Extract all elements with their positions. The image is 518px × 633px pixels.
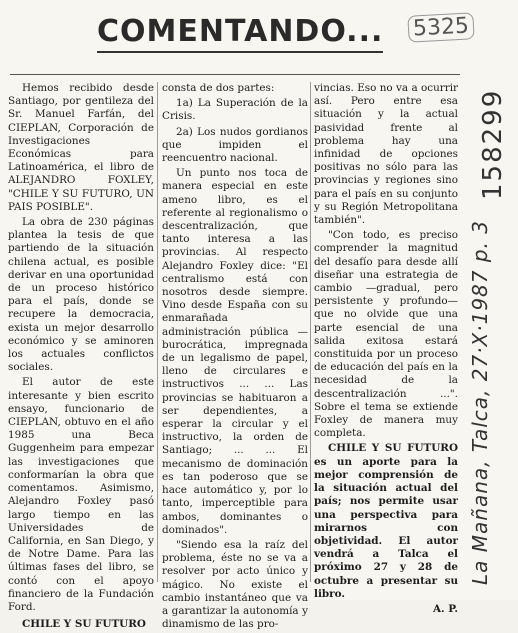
paragraph: 2a) Los nudos gordianos que impiden el reencuentro nacional.	[162, 125, 308, 165]
column-separator	[157, 82, 158, 582]
section-label: CHILE Y SU FUTURO	[22, 618, 146, 631]
paragraph: Un punto nos toca de manera especial en este ameno libro, es el referente al regionalismo o descentralización, que tanto interesa a las provincias. Al respecto Alejandro Foxley dice: "El centralismo está con nosotros desde siempre. Vino desde España con su enmarañada administración pública — burocrática, impregnada de un legalismo de papel, lleno de circulares e instructivos ... ... Las provincias se habituaron a ser dependientes, a esperar la circular y el instructivo, la orden de Santiago; ... ... El mecanismo de dominación es tan poderoso que se hace automático y, por lo tanto, imperceptible para ambos, dominantes o dominados".	[162, 167, 308, 536]
text-column-2	[162, 82, 308, 633]
paragraph: La obra de 230 páginas plantea la tesis de que partiendo de la situación chilena actual, es posible derivar en una oportunidad de un proceso histórico para el país, donde se recupere la democracia, exista un mejor desarrollo económico y se aminoren los actuales conflictos sociales.	[8, 216, 154, 374]
header-rule	[10, 74, 460, 75]
column-heading: COMENTANDO...	[97, 14, 383, 53]
paragraph: vincias. Eso no va a ocurrir así. Pero entre esa situación y la actual pasividad frente al problema hay una infinidad de opciones positivas no sólo para las provincias y regiones sino para el país en su conjunto y su Región Metropolitana también".	[314, 82, 458, 227]
paragraph: "Con todo, es preciso comprender la magnitud del desafío para desde allí diseñar una estrategia de cambio —gradual, pero persistente y profundo— que no olvide que una parte esencial de una salida exitosa estará constituida por un proceso de educación del país en la necesidad de la descentralización ...". Sobre el tema se extiende Foxley de manera muy completa.	[314, 229, 458, 440]
paragraph: El autor de este interesante y bien escrito ensayo, funcionario de CIEPLAN, obtuvo en el año 1985 una Beca Guggenheim para empezar las investigaciones que conformarían la obra que comentamos. Asimismo, Alejandro Foxley pasó largo tiempo en las Universidades de California, en San Diego, y de Notre Dame. Para las últimas fases del libro, se contó con el apoyo financiero de la Fundación Ford.	[8, 376, 154, 613]
author-signature: A. P.	[432, 602, 458, 615]
text-column-1	[8, 82, 154, 633]
handwritten-id: 158299	[478, 88, 508, 200]
paragraph: 1a) La Superación de la Crisis.	[162, 97, 308, 123]
paragraph: consta de dos partes:	[162, 82, 275, 94]
text-column-3	[314, 82, 458, 618]
paragraph: CHILE Y SU FUTURO es un aporte para la mejor comprensión de la situación actual del país; nos permite usar una perspectiva para mirarnos con objetividad. El autor vendrá a Talca el próximo 27 y 28 de octubre a presentar su libro.	[314, 442, 458, 600]
column-separator	[310, 82, 311, 582]
archive-number: 5325	[407, 12, 474, 42]
paragraph: Hemos recibido desde Santiago, por gentileza del Sr. Manuel Farfán, del CIEPLAN, Corporación de Investigaciones Económicas para Latinoamérica, el libro de ALEJANDRO FOXLEY, "CHILE Y SU FUTURO, UN PAIS POSIBLE".	[8, 82, 154, 213]
paragraph: "Siendo esa la raíz del problema, éste no se va a resolver por acto único y mágico. No existe el cambio instantáneo que va a garantizar la autonomía y dinamismo de las pro-	[162, 538, 308, 631]
handwritten-source: La Mañana, Talca, 27·X·1987 p. 3	[468, 220, 492, 585]
